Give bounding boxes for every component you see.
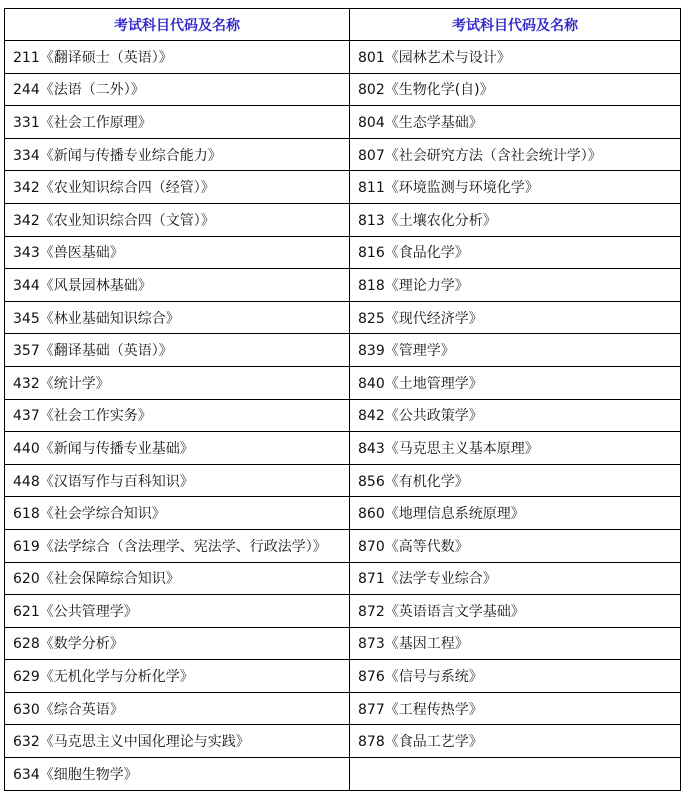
subject-cell-left: 437《社会工作实务》: [5, 399, 350, 432]
subject-cell-left: 432《统计学》: [5, 366, 350, 399]
subject-cell-left: 628《数学分析》: [5, 627, 350, 660]
subject-cell-right: 804《生态学基础》: [350, 106, 681, 139]
subject-cell-left: 343《兽医基础》: [5, 236, 350, 269]
subject-code-table: [4, 8, 681, 791]
subject-cell-left: 334《新闻与传播专业综合能力》: [5, 138, 350, 171]
subject-cell-left: 345《林业基础知识综合》: [5, 301, 350, 334]
subject-cell-right: 870《高等代数》: [350, 529, 681, 562]
table-row: [5, 529, 681, 562]
subject-cell-left: 211《翻译硕士（英语）》: [5, 41, 350, 74]
subject-cell-right: 878《食品工艺学》: [350, 725, 681, 758]
subject-cell-right: 839《管理学》: [350, 334, 681, 367]
subject-cell-right: 801《园林艺术与设计》: [350, 41, 681, 74]
subject-cell-left: 342《农业知识综合四（经管）》: [5, 171, 350, 204]
subject-cell-left: 634《细胞生物学》: [5, 758, 350, 791]
table-row: [5, 725, 681, 758]
subject-cell-right: 825《现代经济学》: [350, 301, 681, 334]
subject-cell-left: 632《马克思主义中国化理论与实践》: [5, 725, 350, 758]
table-row: [5, 758, 681, 791]
table-row: [5, 301, 681, 334]
subject-cell-right: 877《工程传热学》: [350, 692, 681, 725]
table-row: [5, 203, 681, 236]
subject-cell-left: 618《社会学综合知识》: [5, 497, 350, 530]
subject-cell-right: 816《食品化学》: [350, 236, 681, 269]
subject-cell-right: 860《地理信息系统原理》: [350, 497, 681, 530]
table-row: [5, 106, 681, 139]
subject-cell-right: 802《生物化学(自)》: [350, 73, 681, 106]
subject-cell-left: 244《法语（二外）》: [5, 73, 350, 106]
column-header-right: 考试科目代码及名称: [350, 9, 681, 41]
table-row: [5, 171, 681, 204]
subject-cell-left: 331《社会工作原理》: [5, 106, 350, 139]
table-row: [5, 627, 681, 660]
subject-cell-right: 876《信号与系统》: [350, 660, 681, 693]
subject-cell-left: 629《无机化学与分析化学》: [5, 660, 350, 693]
subject-cell-right: 813《土壤农化分析》: [350, 203, 681, 236]
subject-cell-right: [350, 758, 681, 791]
subject-cell-left: 619《法学综合（含法理学、宪法学、行政法学）》: [5, 529, 350, 562]
table-row: [5, 399, 681, 432]
subject-cell-right: 872《英语语言文学基础》: [350, 595, 681, 628]
subject-cell-right: 842《公共政策学》: [350, 399, 681, 432]
table-row: [5, 269, 681, 302]
table-row: [5, 595, 681, 628]
table-row: [5, 138, 681, 171]
subject-cell-left: 440《新闻与传播专业基础》: [5, 432, 350, 465]
table-row: [5, 334, 681, 367]
column-header-left: 考试科目代码及名称: [5, 9, 350, 41]
table-header-row: [5, 9, 681, 41]
table-row: [5, 464, 681, 497]
subject-cell-right: 818《理论力学》: [350, 269, 681, 302]
table-row: [5, 432, 681, 465]
table-body: [5, 41, 681, 791]
table-row: [5, 497, 681, 530]
table-row: [5, 660, 681, 693]
subject-cell-right: 856《有机化学》: [350, 464, 681, 497]
subject-cell-left: 620《社会保障综合知识》: [5, 562, 350, 595]
table-row: [5, 562, 681, 595]
subject-cell-right: 807《社会研究方法（含社会统计学）》: [350, 138, 681, 171]
subject-cell-right: 871《法学专业综合》: [350, 562, 681, 595]
subject-cell-left: 448《汉语写作与百科知识》: [5, 464, 350, 497]
table-row: [5, 692, 681, 725]
table-row: [5, 73, 681, 106]
subject-cell-left: 344《风景园林基础》: [5, 269, 350, 302]
subject-cell-left: 621《公共管理学》: [5, 595, 350, 628]
table-row: [5, 236, 681, 269]
subject-cell-right: 811《环境监测与环境化学》: [350, 171, 681, 204]
subject-cell-left: 357《翻译基础（英语）》: [5, 334, 350, 367]
subject-cell-right: 873《基因工程》: [350, 627, 681, 660]
subject-cell-left: 342《农业知识综合四（文管）》: [5, 203, 350, 236]
table-row: [5, 41, 681, 74]
table-row: [5, 366, 681, 399]
subject-cell-right: 840《土地管理学》: [350, 366, 681, 399]
subject-cell-left: 630《综合英语》: [5, 692, 350, 725]
subject-cell-right: 843《马克思主义基本原理》: [350, 432, 681, 465]
